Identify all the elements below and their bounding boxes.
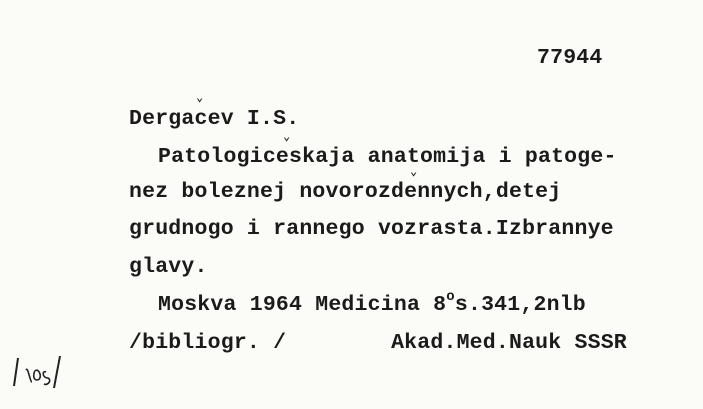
caron-mark-author: ⌄ xyxy=(196,91,204,105)
handwritten-shelf-note xyxy=(8,352,78,392)
author-heading: Dergacev I.S. xyxy=(129,107,300,131)
bibliography-note: /bibliogr. / xyxy=(129,331,287,355)
caron-mark-title-1: ⌄ xyxy=(283,130,291,144)
imprint-line xyxy=(158,289,586,319)
title-line-1: Patologiceskaja anatomija i patoge- xyxy=(158,145,617,169)
publisher-note: Akad.Med.Nauk SSSR xyxy=(391,331,627,355)
format-superscript: o xyxy=(446,289,455,305)
accession-number: 77944 xyxy=(537,46,603,70)
title-line-2: nez boleznej novorozdennych,detej xyxy=(129,180,562,204)
notes-line xyxy=(129,331,627,355)
title-line-4: glavy. xyxy=(129,255,208,279)
imprint-text: Moskva 1964 Medicina 8 xyxy=(158,293,447,317)
imprint-pages: s.341,2nlb xyxy=(454,293,586,317)
title-line-3: grudnogo i rannego vozrasta.Izbrannye xyxy=(129,217,614,241)
caron-mark-title-2: ⌄ xyxy=(410,165,418,179)
